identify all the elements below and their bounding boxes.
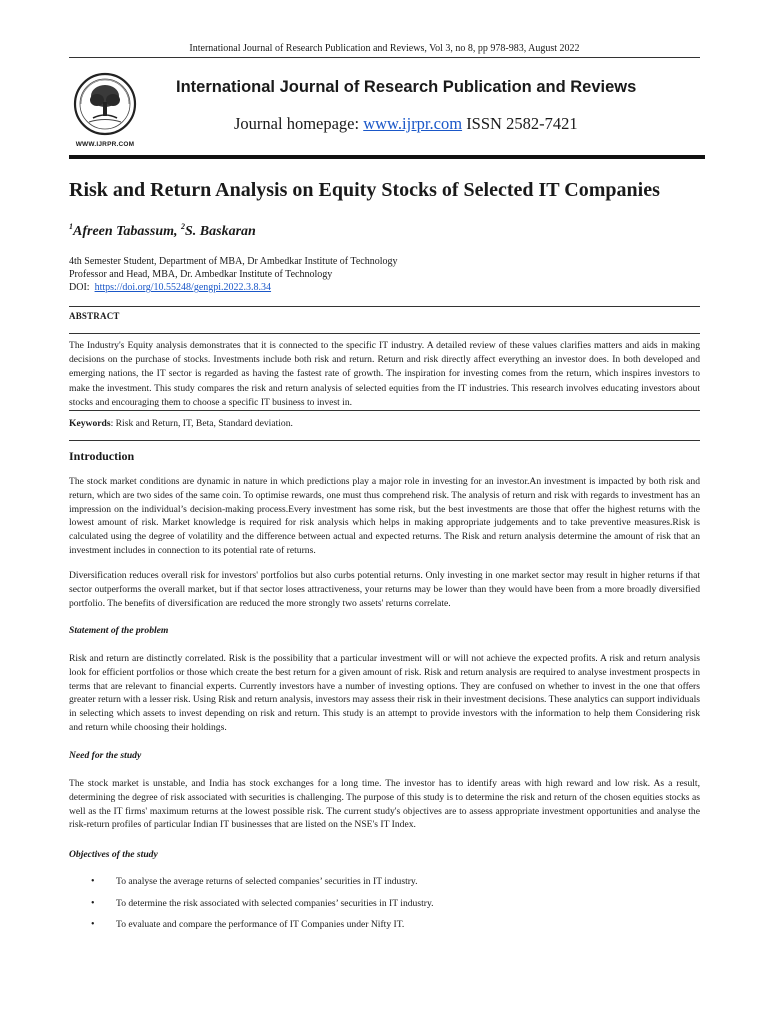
doi-link[interactable]: https://doi.org/10.55248/gengpi.2022.3.8.34 — [94, 282, 272, 293]
affiliation-1: 4th Semester Student, Department of MBA, Dr Ambedkar Institute of Technology — [69, 256, 398, 267]
doi-line — [69, 281, 271, 294]
logo-caption: WWW.IJRPR.COM — [75, 141, 135, 148]
journal-masthead — [69, 64, 700, 154]
need-paragraph: The stock market is unstable, and India has stock exchanges for a long time. The investor has to identify areas with high reward and low risk. As a result, determining the degree of risk associated with securities is challenging. The purpose of this study is to determine the risk and return of the chosen equities stocks as well as the IT firms' maximum returns at the lowest possible risk. The current study's objectives are to assess appropriate investment opportunities and analyse the risk-return profiles of particular Indian IT businesses that are listed on the NSE's IT Index. — [69, 778, 700, 831]
journal-name: International Journal of Research Publication and Reviews — [176, 78, 637, 96]
masthead-rule — [69, 155, 705, 159]
homepage-label: Journal homepage: — [234, 114, 360, 133]
objective-item: • To determine the risk associated with selected companies’ securities in IT industry. — [69, 898, 700, 920]
keywords-label: Keywords — [69, 418, 111, 429]
intro-paragraph-2: Diversification reduces overall risk for investors' portfolios but also curbs potential returns. Only investing in one market sector may result in higher returns if that sector outperforms the overall market, but if that sector loses attractiveness, your returns may be lower than they would have been from a more broadly diversified portfolio. The benefits of diversification are reduced the more strongly two assets' returns correlate. — [69, 570, 700, 609]
keywords-line — [69, 418, 293, 429]
keywords-text: : Risk and Return, IT, Beta, Standard deviation. — [110, 418, 293, 429]
running-head: International Journal of Research Publication and Reviews, Vol 3, no 8, pp 978-983, August 2022 — [189, 43, 580, 54]
objective-item: • To analyse the average returns of selected companies’ securities in IT industry. — [69, 876, 700, 898]
abstract-heading-rule — [69, 333, 700, 334]
journal-homepage-line — [234, 114, 578, 134]
header-rule — [69, 57, 700, 58]
author-2-affil-mark: 2 — [181, 222, 186, 231]
keywords-rule — [69, 440, 700, 441]
doi-label: DOI: — [69, 282, 90, 293]
need-heading: Need for the study — [69, 750, 142, 761]
issn: ISSN 2582-7421 — [466, 114, 578, 133]
abstract-top-rule — [69, 306, 700, 307]
author-1-affil-mark: 1 — [69, 222, 73, 231]
objectives-heading: Objectives of the study — [69, 849, 158, 860]
problem-heading: Statement of the problem — [69, 625, 169, 636]
homepage-link[interactable]: www.ijrpr.com — [363, 114, 463, 133]
author-line — [69, 222, 256, 240]
introduction-heading: Introduction — [69, 449, 135, 463]
abstract-bottom-rule — [69, 410, 700, 411]
abstract-heading: ABSTRACT — [69, 311, 120, 321]
objective-item: • To evaluate and compare the performance of IT Companies under Nifty IT. — [69, 919, 700, 941]
author-1-name: Afreen Tabassum, — [73, 224, 182, 239]
tree-globe-icon — [69, 70, 141, 140]
journal-logo — [69, 70, 141, 150]
intro-paragraph-1: The stock market conditions are dynamic in nature in which predictions play a major role in investing for an investor.An investment is impacted by both risk and return, which are two sides of the same coin. To optimise rewards, one must thus comprehend risk. The analysis of return and risk with regards to investment has an impression on the individual’s decision-making process.Every investment has some risk, but the best investments are those that offer the highest returns with the lowest amount of risk. Market knowledge is required for risk analysis which helps in making appropriate judgements and to take preventive measures.Risk is calculated using the degree of volatility and the difference between actual and expected returns. The Risk and return analysis determine the amount of risk that an investment includes in connection to its potential rate of returns. — [69, 476, 700, 556]
problem-paragraph: Risk and return are distinctly correlated. Risk is the possibility that a particular investment will or will not achieve the expected profits. A risk and return analysis look for efficient portfolios or those which create the best return for a given amount of risk. Risk and return analysis are required to analyse investment prospects in terms that are relevant to financial experts. Currently investors have a number of investing options. They are confused on whether to invest in the one that offers greater return with a lesser risk. Using Risk and return analysis, investors may assess their risk in their investment decisions. These analytics can support individuals in selecting which assets to invest depending on risk and return. This study is an attempt to provide investors with the information to help them Considering risk and return while choosing their holdings. — [69, 653, 701, 733]
author-2-name: S. Baskaran — [185, 224, 256, 239]
affiliation-2: Professor and Head, MBA, Dr. Ambedkar Institute of Technology — [69, 269, 333, 280]
article-title: Risk and Return Analysis on Equity Stocks of Selected IT Companies — [69, 179, 660, 201]
objectives-list — [69, 876, 700, 941]
abstract-text: The Industry's Equity analysis demonstrates that it is connected to the specific IT industry. A detailed review of these values clarifies matters and aids in making decisions on the purchase of stocks. Investments include both risk and return. Return and risk directly affect everything an investor does. In both developed and emerging nations, the IT sector is regarded as having the fastest rate of growth. The inspiration for investing comes from the return, which inspires investors to make the investment. This study compares the risk and return analysis of selected equities from the IT industries. This research involves educating investors about stocks and encouraging them to choose a specific IT business to invest in. — [69, 340, 700, 408]
